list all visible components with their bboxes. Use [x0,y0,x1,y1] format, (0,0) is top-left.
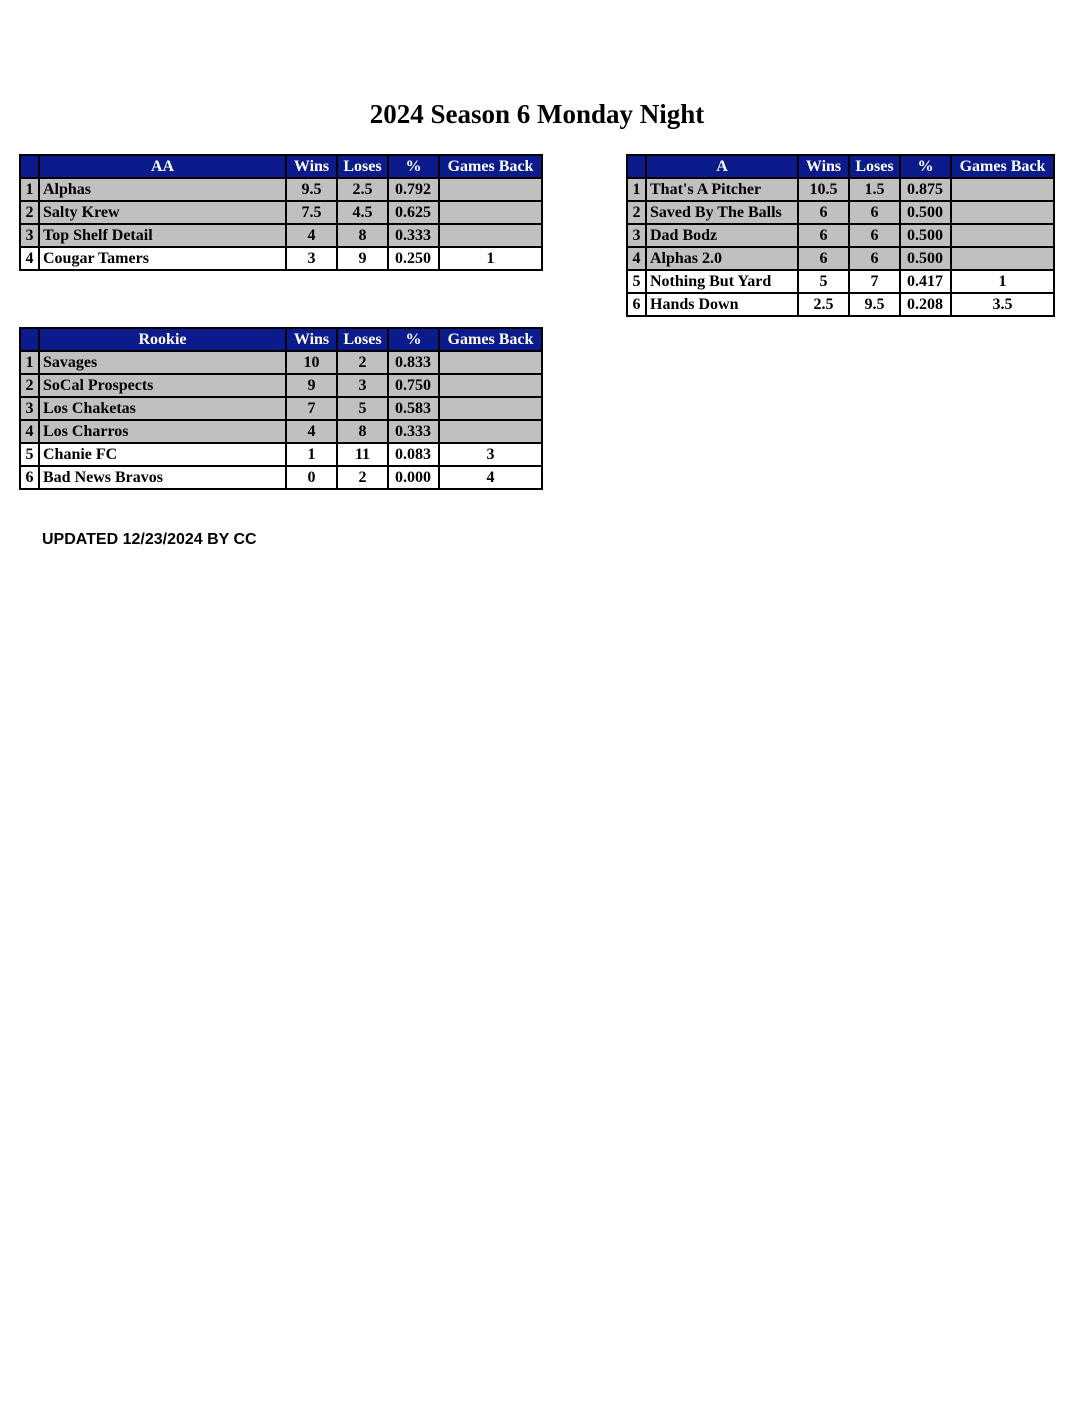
loses-cell: 6 [849,247,900,270]
rank-cell: 6 [20,466,39,489]
wins-cell: 10.5 [798,178,849,201]
loses-cell: 9 [337,247,388,270]
loses-header: Loses [337,328,388,351]
rank-cell: 5 [20,443,39,466]
games-back-cell [439,374,542,397]
table-row [20,397,542,420]
rank-cell: 3 [20,224,39,247]
rank-cell: 3 [627,224,646,247]
wins-cell: 10 [286,351,337,374]
games-back-cell [439,201,542,224]
pct-cell: 0.333 [388,420,439,443]
table-row [20,420,542,443]
pct-header: % [388,328,439,351]
table-row [627,201,1054,224]
games-back-cell [439,224,542,247]
rank-cell: 4 [20,420,39,443]
games-back-cell [439,178,542,201]
team-cell: SoCal Prospects [39,374,286,397]
loses-cell: 2 [337,466,388,489]
pct-cell: 0.833 [388,351,439,374]
standings-table-aa [19,154,543,271]
division-name: Rookie [39,328,286,351]
updated-note: UPDATED 12/23/2024 BY CC [42,531,257,548]
wins-header: Wins [286,155,337,178]
table-row [20,178,542,201]
rank-header [627,155,646,178]
pct-cell: 0.333 [388,224,439,247]
rank-cell: 2 [20,201,39,224]
rank-header [20,155,39,178]
table-row [20,374,542,397]
table-row [627,247,1054,270]
pct-header: % [900,155,951,178]
rank-header [20,328,39,351]
rank-cell: 5 [627,270,646,293]
games-back-cell: 3 [439,443,542,466]
pct-cell: 0.417 [900,270,951,293]
team-cell: Alphas [39,178,286,201]
wins-cell: 2.5 [798,293,849,316]
pct-cell: 0.625 [388,201,439,224]
division-name: AA [39,155,286,178]
loses-cell: 4.5 [337,201,388,224]
games-back-cell: 3.5 [951,293,1054,316]
rank-cell: 3 [20,397,39,420]
team-cell: Dad Bodz [646,224,798,247]
pct-cell: 0.083 [388,443,439,466]
pct-header: % [388,155,439,178]
page-title: 2024 Season 6 Monday Night [369,99,705,129]
table-row [627,270,1054,293]
pct-cell: 0.250 [388,247,439,270]
loses-cell: 11 [337,443,388,466]
table-row [627,224,1054,247]
pct-cell: 0.792 [388,178,439,201]
wins-cell: 6 [798,201,849,224]
team-cell: Salty Krew [39,201,286,224]
loses-cell: 6 [849,224,900,247]
team-cell: Los Charros [39,420,286,443]
team-cell: Nothing But Yard [646,270,798,293]
team-cell: Hands Down [646,293,798,316]
rank-cell: 1 [20,351,39,374]
loses-cell: 5 [337,397,388,420]
games-back-cell [951,247,1054,270]
table-row [20,224,542,247]
rank-cell: 1 [20,178,39,201]
loses-cell: 8 [337,420,388,443]
loses-header: Loses [337,155,388,178]
pct-cell: 0.500 [900,247,951,270]
loses-cell: 6 [849,201,900,224]
loses-cell: 8 [337,224,388,247]
loses-header: Loses [849,155,900,178]
wins-cell: 7 [286,397,337,420]
rank-cell: 6 [627,293,646,316]
team-cell: Alphas 2.0 [646,247,798,270]
wins-cell: 3 [286,247,337,270]
team-cell: Chanie FC [39,443,286,466]
games-back-header: Games Back [951,155,1054,178]
games-back-cell [439,351,542,374]
rank-cell: 2 [20,374,39,397]
wins-header: Wins [798,155,849,178]
wins-cell: 5 [798,270,849,293]
standings-table-a [626,154,1055,317]
wins-cell: 0 [286,466,337,489]
team-cell: Los Chaketas [39,397,286,420]
division-name: A [646,155,798,178]
pct-cell: 0.208 [900,293,951,316]
team-cell: Top Shelf Detail [39,224,286,247]
loses-cell: 2.5 [337,178,388,201]
table-header-row [20,328,542,351]
wins-header: Wins [286,328,337,351]
loses-cell: 1.5 [849,178,900,201]
pct-cell: 0.500 [900,201,951,224]
games-back-cell: 1 [439,247,542,270]
table-row [20,351,542,374]
games-back-header: Games Back [439,328,542,351]
rank-cell: 1 [627,178,646,201]
games-back-header: Games Back [439,155,542,178]
table-row [20,443,542,466]
games-back-cell: 4 [439,466,542,489]
wins-cell: 4 [286,420,337,443]
table-row [20,201,542,224]
wins-cell: 4 [286,224,337,247]
loses-cell: 3 [337,374,388,397]
team-cell: That's A Pitcher [646,178,798,201]
loses-cell: 7 [849,270,900,293]
wins-cell: 9 [286,374,337,397]
games-back-cell [951,178,1054,201]
table-header-row [627,155,1054,178]
games-back-cell [951,201,1054,224]
table-row [627,293,1054,316]
games-back-cell: 1 [951,270,1054,293]
pct-cell: 0.875 [900,178,951,201]
rank-cell: 2 [627,201,646,224]
wins-cell: 7.5 [286,201,337,224]
table-row [20,466,542,489]
games-back-cell [439,397,542,420]
standings-table-rookie [19,327,543,490]
table-row [627,178,1054,201]
pct-cell: 0.000 [388,466,439,489]
team-cell: Bad News Bravos [39,466,286,489]
wins-cell: 6 [798,224,849,247]
team-cell: Saved By The Balls [646,201,798,224]
wins-cell: 9.5 [286,178,337,201]
team-cell: Savages [39,351,286,374]
games-back-cell [439,420,542,443]
loses-cell: 2 [337,351,388,374]
table-row [20,247,542,270]
wins-cell: 1 [286,443,337,466]
team-cell: Cougar Tamers [39,247,286,270]
loses-cell: 9.5 [849,293,900,316]
wins-cell: 6 [798,247,849,270]
rank-cell: 4 [20,247,39,270]
table-header-row [20,155,542,178]
rank-cell: 4 [627,247,646,270]
pct-cell: 0.500 [900,224,951,247]
pct-cell: 0.583 [388,397,439,420]
games-back-cell [951,224,1054,247]
pct-cell: 0.750 [388,374,439,397]
